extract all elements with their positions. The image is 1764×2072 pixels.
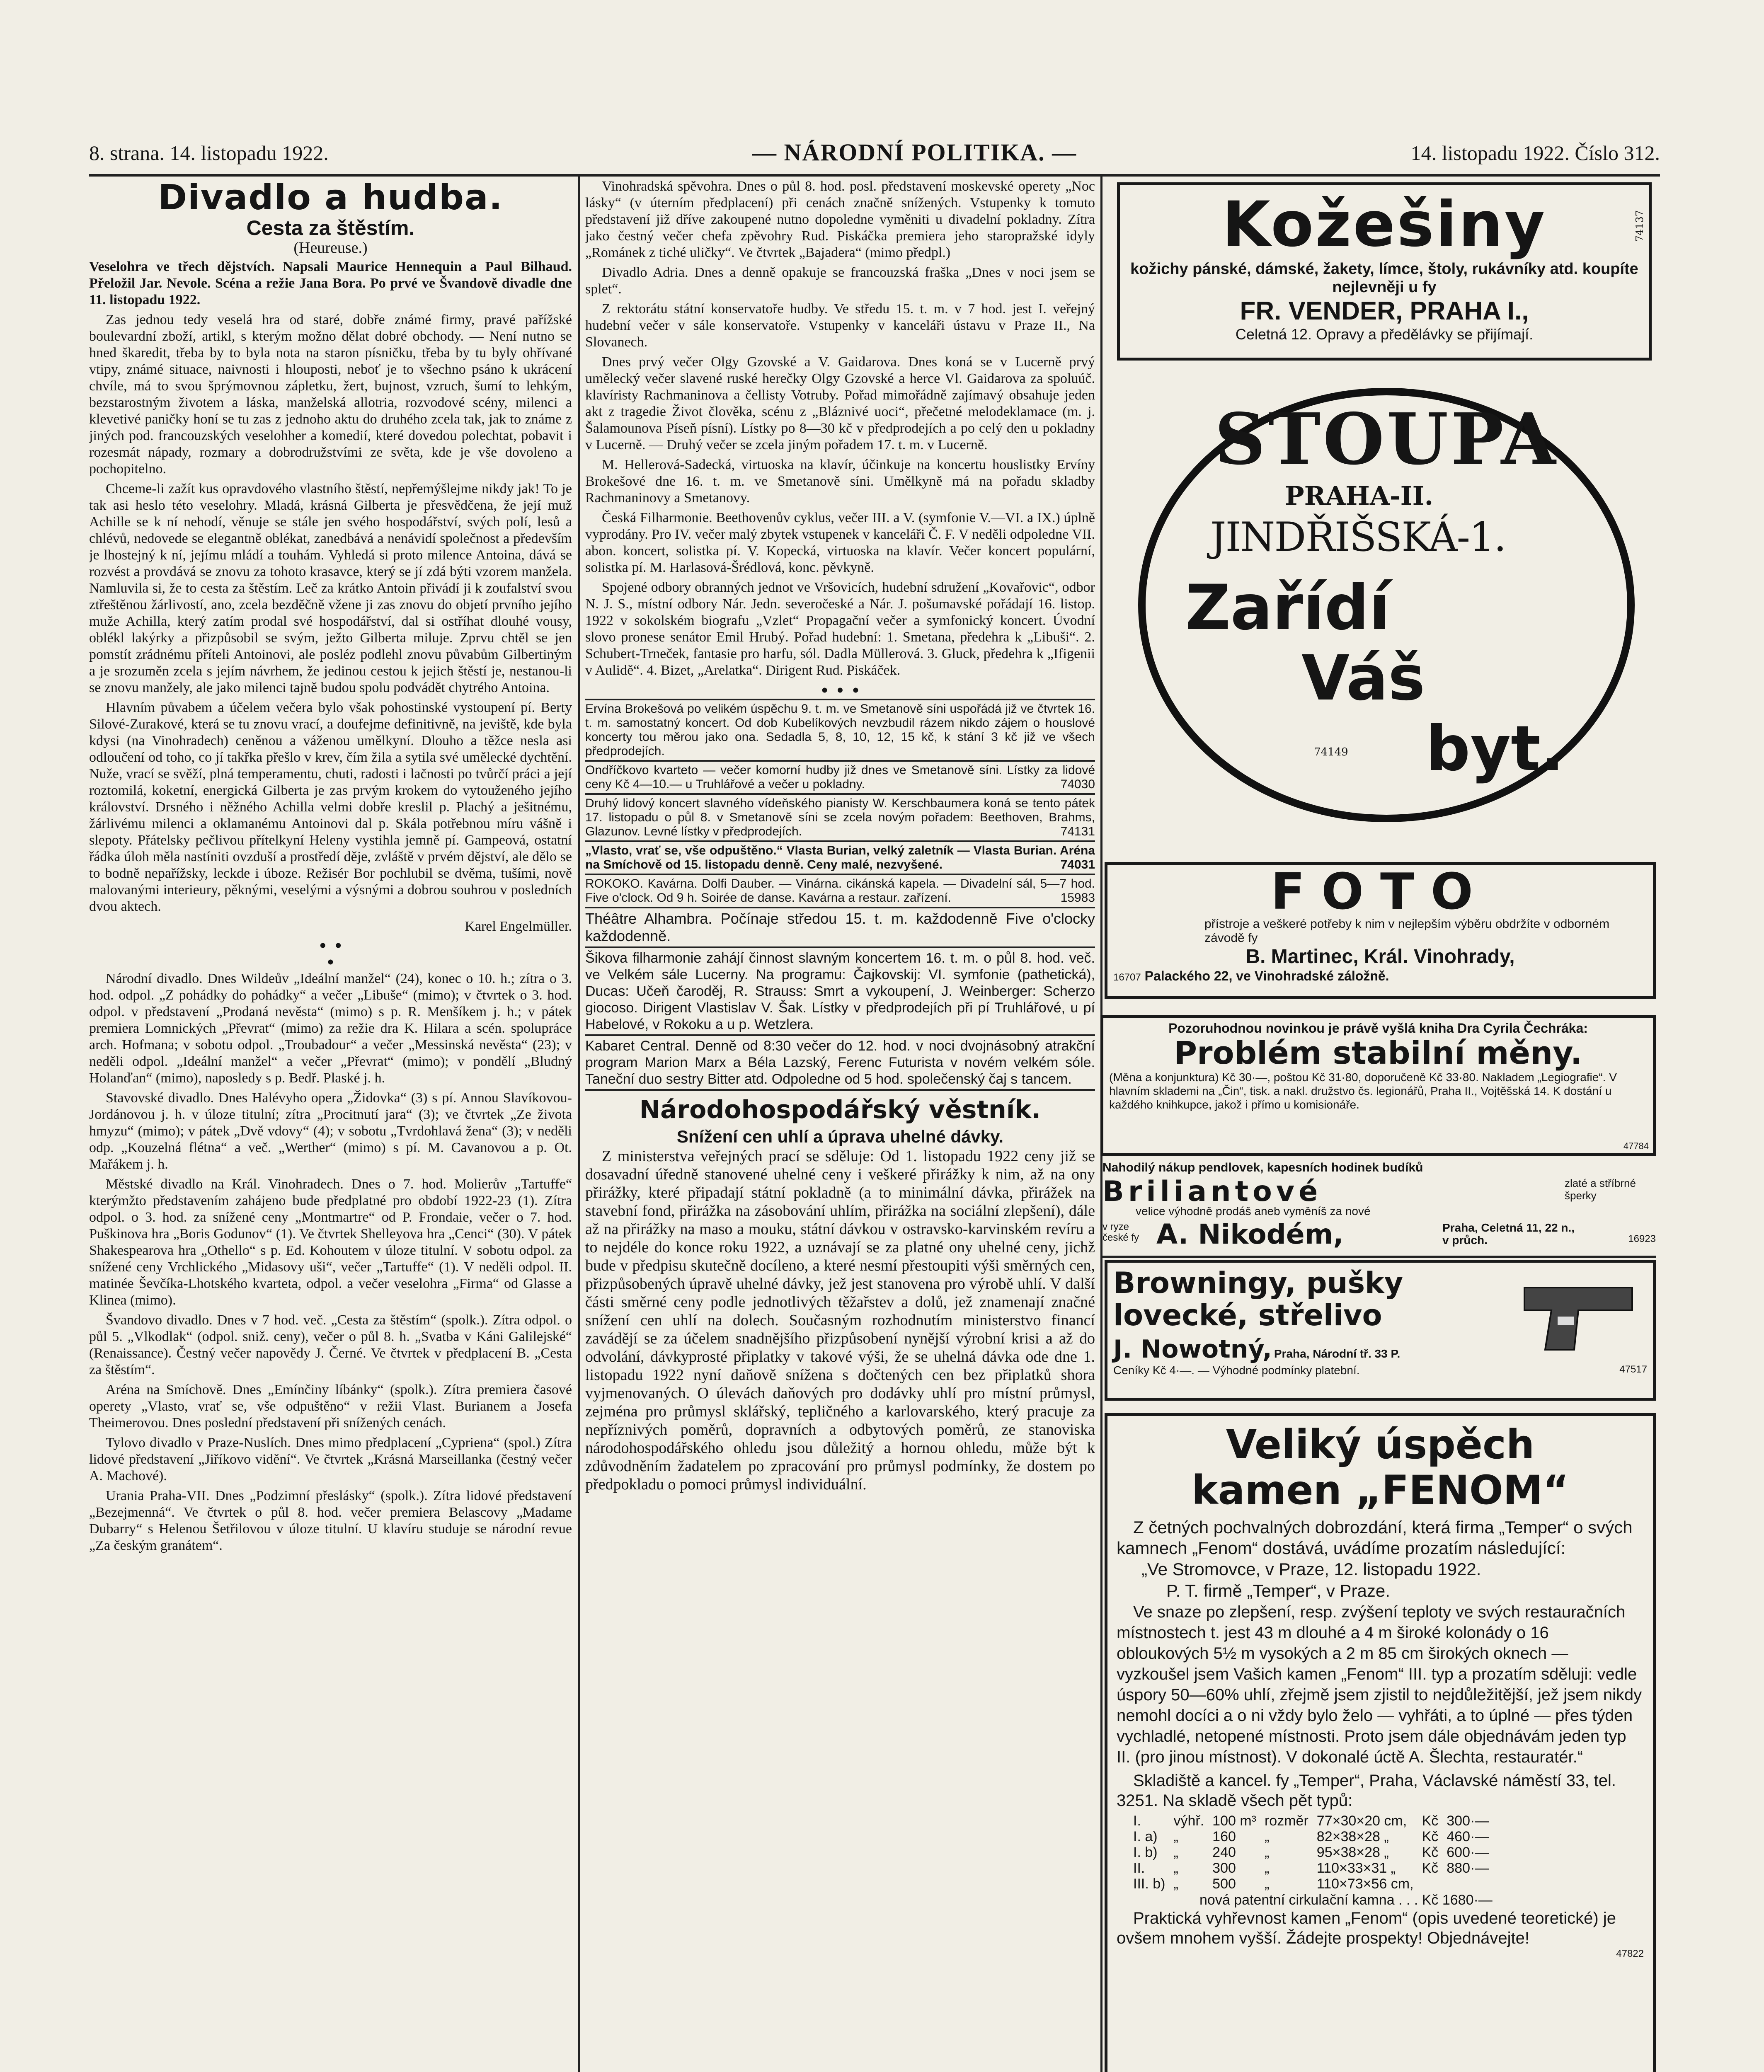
notice-vrsovice: Spojené odbory obranných jednot ve Vršovicích, hudební sdružení „Kovařovic“, odbor N. J. S., místní odbory Nár. Jedn. severočeské a Nár. J. pošumavské pořádají 16. listop. 1922 v sokolském biografu „Vzlet“ Propagační večer a symfonický koncert. Úvodní slovo pronese senátor Emil Hrubý. Pořad hudební: 1. Smetana, předehra k „Libuši“. 2. Schubert-Trneček, fantasie pro harfu, sól. Dadla Müllerová. 3. Gluck, předehra k „Ifigenii v Aulidě“. 4. Bizet, „Arelatka“. Dirigent Rud. Piskáček.: [585, 580, 1095, 678]
nikodem-address: Praha, Celetná 11, 22 n., v průch.: [1442, 1221, 1575, 1247]
notice-vinohrady-theatre: Městské divadlo na Král. Vinohradech. Dnes o 7. hod. Molierův „Tartuffe“ kterýmžto představením zahájeno bude předplatné pro období 1922-23 (1). Zítra odpol. o 3. hod. za snížené ceny „Montmartre“ od P. Frondaie, večer o 7. hod. Puškinova hra „Boris Godunov“ (1). Ve čtvrtek Shelleyova hra „Cenci“ (30). V pátek Shakespearova hra „Othello“ s p. Ed. Kohoutem v úloze titulní. V sobotu odpol. za snížené ceny Vrchlického „Midasovy uši“, večer „Tartuffe“ (1). V neděli odpol. II. matinée Ševčíka-Lhotského kvarteta, odpol. a večer veselohra „Firma“ od Glasse a Klinea (mimo).: [89, 1176, 572, 1308]
notice-vinohrady-opera: Vinohradská spěvohra. Dnes o půl 8. hod. posl. představení moskevské operety „Noc lásky“ (v úterním předplacení) při cenách značně snížených. Vstupenky k tomuto představení již dříve zakoupené nutno dopoledne vyměniti u divadelní pokladny. Zítra jako čestný večer chefa zpěvohry Rud. Piskáčka premiera jeho staropražské idyly „Románek z tiché uličky“. Ve čtvrtek „Bajadera“ (mimo předpl.): [585, 179, 1095, 260]
economic-headline: Snížení cen uhlí a úprava uhelné dávky.: [676, 1127, 1004, 1146]
ad-kozesiny: [1117, 182, 1652, 361]
review-signature: Karel Engelmüller.: [465, 919, 572, 934]
ad-alhambra: Théâtre Alhambra. Počínaje středou 15. t. m. každodenně Five o'clocky každodenně.: [585, 907, 1095, 946]
kozesiny-number: 74137: [1634, 210, 1645, 242]
play-title: Cesta za štěstím.: [246, 216, 415, 240]
price-row: [1129, 1860, 1493, 1876]
notice-estates-theatre: Stavovské divadlo. Dnes Halévyho opera „Židovka“ (3) s pí. Annou Slavíkovou-Jordánovou j. h. v úloze titulní; zítra „Procitnutí jara“ (3); ve čtvrtek „Ze života hmyzu“ (mimo); v pátek „Dvě vdovy“ (4); v sobotu „Tvrdohlavá žena“ (3); v neděli odp. „Kouzelná flétna“ a več. „Werther“ (mimo) s pí. M. Cavanovou a p. Ot. Mařákem j. h.: [89, 1090, 572, 1172]
fenom-addressee: P. T. firmě „Temper“, v Praze.: [1166, 1581, 1390, 1600]
price-cell: 82×38×28 „: [1316, 1829, 1389, 1844]
price-cell: 160: [1212, 1829, 1236, 1844]
separator-dots: • • •: [821, 680, 859, 700]
stoupa-city: PRAHA-II.: [1285, 481, 1434, 511]
economic-article: Z ministerstva veřejných prací se sděluje: Od 1. listopadu 1922 ceny již se dosavadní úředně stanovené uhelné ceny i veškeré přirážky k nim, až na ony přirážky, které připadají státní pokladně (a to minimální dávka, přirážek na stavební fond, přirážka na zásobování uhlím, přirážka na sociální zlepšení), dále až na přirážky na maso a mouku, státní dávkou v ostravsko-karvinském revíru a to nejdéle do konce roku 1922, a uznávají se za platné ony uhelné ceny, jichž bude v předpisu skutečně docíleno, a které nesmí přestoupiti výši směrných cen, přizpůsobených úpravě uhelné dávky, jež jest stanovena pro výrobě uhlí. V další části směrné ceny podle jednotlivých těžařstev a dolů, jež znamenají značné snížení cen uhlí na dolech. Současným rozhodnutím ministerstvo financí zavádějí se za účelem snadnějšího přizpůsobení nynější výrobní krisi a až do odvolání, dávkyprosté připlatky v takové výši, že se uhelná dávka ode dne 1. listopadu 1922 nyní daňově snížena s dočtených cen bez připlatků shora vyjmenovaných. O úlevách daňových pro dodávky uhlí pro místní průmysl, zejména pro průmysl sklářský, tepličného a karlovarského, který pracuje za nepříznivých poměrů, dopravních a odbytových poměrů, ze stanoviska národohospodářského ohledu jsou důležitý a hornou ohledu, může být k zdůvodněním žadatelem po zpracování pro průmysl podmínky, že dostem po předpokladu o pomoci průmysl individuální.: [585, 1147, 1095, 1493]
foto-text: přístroje a veškeré potřeby k nim v nejlepším výběru obdržíte v odborném závodě fy: [1204, 917, 1610, 945]
price-cell: 100 m³: [1212, 1813, 1256, 1829]
ad-stoupa: [1127, 381, 1645, 829]
price-cell: III. b): [1133, 1876, 1166, 1892]
ad-foto: [1105, 862, 1656, 999]
ad-brokesova: Ervína Brokešová po velikém úspěchu 9. t. m. ve Smetanově síni uspořádá již ve čtvrtek 16. t. m. samostatný koncert. Od dob Kubelíkových nevzbudil rázem nikdo zájem o houslové koncerty tou měrou jako ona. Sedadla 5, 8, 10, 12, 15 kč, k stání 3 kč již ve všech předprodejích.: [585, 699, 1095, 760]
column-music: [585, 178, 1095, 2072]
notice-urania: Urania Praha-VII. Dnes „Podzimní přeslásky“ (spolk.). Zítra lidové představení „Bezejmenná“. Ve čtvrtek o půl 8. hod. večer premiera Belascovy „Madame Dubarry“ s Helenou Šetřilovou v úloze titulní. U klavíru studuje se národní revue „Za českým granátem“.: [89, 1488, 572, 1553]
price-cell: Kč: [1422, 1844, 1439, 1860]
price-cell: 500: [1212, 1876, 1236, 1892]
header-left: 8. strana. 14. listopadu 1922.: [89, 141, 329, 165]
price-cell: 240: [1212, 1844, 1236, 1860]
play-original: (Heureuse.): [293, 239, 368, 257]
column-theatre: [89, 178, 572, 2072]
ad-kabaret-central: Kabaret Central. Denně od 8:30 večer do 12. hod. v noci dvojnásobný atrakční program Marion Marx a Béla Lazský, Ferenc Futurista v novém velkém sóle. Taneční duo sestry Bitter atd. Odpoledne od 5 hod. společenský čaj s tancem.: [585, 1034, 1095, 1091]
kozesiny-address: Celetná 12. Opravy a předělávky se přijímají.: [1235, 326, 1534, 343]
section-title: Divadlo a hudba.: [158, 178, 503, 218]
ad-kerschbaumer: Druhý lidový koncert slavného vídeňského pianisty W. Kerschbaumera koná se tento pátek 17. listopadu o půl 8. v Smetanově síni se zcela novým pořadem: Beethoven, Brahms, Glazunov. Levné lístky v předprodejích. 74131: [585, 793, 1095, 840]
price-cell: 460·—: [1447, 1829, 1489, 1844]
problem-text: (Měna a konjunktura) Kč 30·—, poštou Kč 31·80, doporučeně Kč 33·80. Nakladem „Legiografie“. V hlavním sklademi na „Čin“, tisk. a nakl. družstvo čs. legionářů, Praha II., Vojtěšská 14. K dostání u každého knihkupce, jakož i přímo u komisionáře.: [1109, 1071, 1617, 1111]
ad-rokoko: ROKOKO. Kavárna. Dolfi Dauber. — Vinárna. cikánská kapela. — Divadelní sál, 5—7 hod. Five o'clock. Od 9 h. Soirée de danse. Kavárna a restaur. zařízení. 15983: [585, 874, 1095, 907]
pistol-icon: [1516, 1271, 1640, 1354]
fenom-patent: nová patentní cirkulační kamna . . . Kč 1680·—: [1199, 1892, 1493, 1908]
stoupa-line3: byt.: [1426, 713, 1564, 785]
fenom-store: Skladiště a kancel. fy „Temper“, Praha, Václavské náměstí 33, tel. 3251. Na skladě všech pět typů:: [1117, 1772, 1616, 1810]
foto-firm: B. Martinec, Král. Vinohrady,: [1245, 946, 1515, 968]
price-cell: [1418, 1876, 1443, 1892]
price-row: [1129, 1876, 1493, 1892]
ad-fenom: [1105, 1413, 1656, 2072]
stoupa-name: STOUPA: [1214, 398, 1558, 481]
nikodem-side: zlaté a stříbrné šperky: [1565, 1177, 1636, 1202]
browning-address: Praha, Národní tř. 33 P.: [1274, 1347, 1401, 1360]
price-row: [1129, 1844, 1493, 1860]
price-cell: Kč: [1422, 1813, 1439, 1829]
price-cell: I. a): [1133, 1829, 1158, 1844]
review-intro: Veselohra ve třech dějstvích. Napsali Maurice Hennequin a Paul Bilhaud. Přeložil Jar. Nevole. Scéna a režie Jana Bora. Po prvé ve Švandově divadle dne 11. listopadu 1922.: [89, 259, 572, 307]
price-cell: „: [1264, 1860, 1270, 1876]
stoupa-street: JINDŘIŠSKÁ-1.: [1210, 514, 1506, 560]
review-paragraph: Chceme-li zažít kus opravdového vlastního štěstí, nepřemýšlejme nikdy jak! To je tak asi heslo této veselohry. Mladá, krásná Gilberta je přesvědčena, že její muž Achille se k ní nehodí, věnuje se stále jen svého hospodářství, svých polí, lesů a chlévů, nedovede se elegantně oblékat, zanedbává a nenávidí společnost a především je lhostejný k ní, jejímu mládí a touhám. Vyhledá si proto milence Antoina, dává se rozvést a provdává se znovu za tohoto krasavce, který se jí zdá býti vzorem manžela. Namluvila si, že to cesta za štěstím. Leč za krátko Antoin přivádí ji k zoufalství svou ztřeštěnou žárlivostí, ano, zcela bezděčně vžene ji zas znovu do objetí prvního jejího muže Achilla, který zatím prodal své hospodářství, dal si ostříhat dlouhé vousy, oblékl lakýrky a přizpůsobil se svým, ježto Gilberta miluje. Zprvu chtěl se jen pomstít zrádnému příteli Antoinovi, ale posléz podlehl znovu půvabům Gilbertiným a je srozuměn zcela s jejím návrhem, že jedinou cestou k jejich štěstí je, nestanou-li se znovu manžely, ale jako milenci tajně budou spolu podvádět chytrého Antoina.: [89, 481, 572, 695]
price-cell: „: [1173, 1876, 1178, 1892]
ad-burian: „Vlasto, vrať se, vše odpuštěno.“ Vlasta Burian, velký zaletník — Vlasta Burian. Aréna na Smíchově od 15. listopadu denně. Ceny malé, nezvyšené. 74031: [585, 840, 1095, 874]
price-cell: 110×33×31 „: [1316, 1860, 1396, 1876]
price-cell: [1442, 1876, 1493, 1892]
economic-section-title: Národohospodářský věstník.: [639, 1095, 1041, 1124]
ad-nikodem: [1102, 1160, 1656, 1258]
notice-philharmonic: Česká Filharmonie. Beethovenův cyklus, večer III. a V. (symfonie V.—VI. a IX.) úplně vyprodány. Pro IV. večer malý zbytek vstupenek v kanceláři Č. F. V neděli odpoledne VII. abon. koncert, solistka pí. V. Kopecká, virtuoska na klavír. Večer koncert populární, solistka pí. M. Harlasová-Šrédlová, konc. pěvkyně.: [585, 510, 1095, 575]
kozesiny-firm: FR. VENDER, PRAHA I.,: [1240, 297, 1529, 325]
notice-adria: Divadlo Adria. Dnes a denně opakuje se francouzská fraška „Dnes v noci jsem se splet“.: [585, 265, 1095, 297]
price-cell: 95×38×28 „: [1316, 1844, 1389, 1860]
problem-title: Problém stabilní měny.: [1174, 1034, 1582, 1071]
stoupa-number: 74149: [1314, 746, 1348, 758]
price-cell: výhř.: [1173, 1813, 1204, 1829]
nikodem-line2: velice výhodně prodáš aneb vyměníš za nové: [1136, 1205, 1371, 1218]
ad-sik-philharmonic: Šikova filharmonie zahájí činnost slavným koncertem 16. t. m. o půl 8. hod. več. ve Velkém sále Lucerny. Na programu: Čajkovskij: VI. symfonie (pathetická), Ducas: Učeň čaroděj, R. Strauss: Smrt a vykoupení, J. Weinberger: Scherzo giocoso. Dirigent Vlastislav V. Šak. Lístky v předprodejích při pí Truhlářové, u pí Habelové, v Rokoku a u p. Wetzlera.: [585, 946, 1095, 1034]
price-cell: 77×30×20 cm,: [1316, 1813, 1407, 1829]
header-right: 14. listopadu 1922. Číslo 312.: [1410, 141, 1660, 165]
price-cell: Kč: [1422, 1829, 1439, 1844]
price-cell: I.: [1133, 1813, 1141, 1829]
price-row: [1129, 1829, 1493, 1844]
price-cell: „: [1173, 1860, 1178, 1876]
price-cell: rozměr: [1264, 1813, 1308, 1829]
nikodem-vfy: v ryze české fy: [1102, 1221, 1139, 1243]
price-cell: 300·—: [1447, 1813, 1489, 1829]
price-cell: II.: [1133, 1860, 1145, 1876]
ad-problem-meny: [1100, 1015, 1656, 1156]
price-cell: 110×73×56 cm,: [1316, 1876, 1414, 1892]
review-paragraph: Zas jednou tedy veselá hra od staré, dobře známé firmy, pravé pařížské boulevardní zboží, artikl, s kterým možno dělat dobré obchody. — Není nutno se hned škaredit, třeba by to byla nota na staron písničku, třeba by tu byly ohřívané vtipy, známé situace, naivnosti i hlouposti, neboť je to všechno psáno k ukrácení chvíle, má to svou šprýmovnou zápletku, žert, bujnost, vzruch, šumí to lehkým, bezstarostným životem a láska, manželská allotria, rozvodové scény, milenci a klevetivé paničky honí se tu zas z jednoho aktu do druhého zcela tak, jak to známe z jiných pod. francouzských veselohher a komedií, které dovedou polechtat, pobavit i rozesmát nápady, rozmary a dobrodružstvími ze světa, kde je vše dovoleno a pochopitelno.: [89, 312, 572, 477]
foto-footer: 16707 Palackého 22, ve Vinohradské záložně.: [1113, 968, 1389, 983]
column-rule-1: [578, 176, 580, 2072]
price-cell: 600·—: [1447, 1844, 1489, 1860]
problem-number: 47784: [1623, 1141, 1649, 1151]
price-cell: 300: [1212, 1860, 1236, 1876]
browning-title1: Browningy, pušky: [1113, 1266, 1403, 1300]
browning-title2: lovecké, střelivo: [1113, 1298, 1382, 1332]
browning-firm: J. Nowotný,: [1113, 1335, 1272, 1364]
notice-tyl-theatre: Tylovo divadlo v Praze-Nuslích. Dnes mimo předplacení „Cypriena“ (spol.) Zítra lidové představení „Jiříkovo vidění“. Ve čtvrtek „Krásná Marseillanka (čestný večer A. Machové).: [89, 1435, 572, 1484]
notice-national-theatre: Národní divadlo. Dnes Wildeův „Ideální manžel“ (24), konec o 10. h.; zítra o 3. hod. odpol. „Z pohádky do pohádky“ a večer „Libuše“ (mimo); v čtvrtek o 3. hod. odpol. v představení „Prodaná nevěsta“ (mimo) s p. R. Menšíkem j. h.; v pátek premiera Lomnických „Převrat“ (mimo) za režie dra K. Hilara a scén. spolupráce arch. Hofmana; v sobotu odpol. „Troubadour“ a večer „Messinská nevěsta“ (23); v neděli odpol. „Ideální manžel“ a večer „Převrat“ (mimo); v pondělí „Bludný Holanďan“ (mimo), naposledy s p. Bedř. Plaské j. h.: [89, 971, 572, 1086]
fenom-date: „Ve Stromovce, v Praze, 12. listopadu 1922.: [1141, 1559, 1481, 1579]
fenom-intro: Z četných pochvalných dobrozdání, která firma „Temper“ o svých kamnech „Fenom“ dostává, uvádíme prozatím následující:: [1117, 1518, 1633, 1558]
fenom-title1: Veliký úspěch: [1226, 1421, 1535, 1468]
ads-small: [585, 699, 1095, 1091]
price-cell: „: [1173, 1844, 1178, 1860]
price-cell: I. b): [1133, 1844, 1158, 1860]
stoupa-line2: Váš: [1301, 642, 1425, 714]
price-cell: Kč: [1422, 1860, 1439, 1876]
ad-browning: [1105, 1260, 1656, 1401]
kozesiny-text: kožichy pánské, dámské, žakety, límce, štoly, rukávníky atd. koupíte nejlevněji u fy: [1130, 260, 1638, 296]
price-cell: „: [1264, 1844, 1270, 1860]
stoupa-line1: Zařídí: [1185, 572, 1391, 644]
separator-dots: • • •: [320, 935, 342, 972]
fenom-number: 47822: [1616, 1948, 1644, 1959]
notice-hellerova: M. Hellerová-Sadecká, virtuoska na klavír, účinkuje na koncertu houslistky Ervíny Brokešové dne 16. t. m. ve Smetanově síni. Umělkyně má na pořadu skladby Rachmaninovy a Smetanovy.: [585, 457, 1095, 506]
nikodem-name: A. Nikodém,: [1156, 1218, 1344, 1250]
nikodem-number: 16923: [1628, 1233, 1656, 1244]
price-row: [1129, 1813, 1493, 1829]
notice-gzovska: Dnes prvý večer Olgy Gzovské a V. Gaidarova. Dnes koná se v Lucerně prvý umělecký večer slavené ruské herečky Olgy Gzovské a herce Vl. Gaidarova za spoluúč. klavíristy Rachmaninova a čellisty Votruby. Pořad mimořádně zajímavý obsahuje jeden akt z tragedie Život člověka, scénu z „Bláznivé uoci“, přečetné melodeklamace (m. j. Šalamounova Píseň písní). Lístky po 8—30 kč v předprodejích a po celý den u pokladny v Lucerně. — Druhý večer se zcela jiným pořadem 17. t. m. v Lucerně.: [585, 354, 1095, 453]
fenom-letter: Ve snaze po zlepšení, resp. zvýšení teploty ve svých restauračních místnostech t. jest 43 m dlouhé a 4 m široké kolonády o 16 obloukových 5½ m vysokých a 2 m 85 cm širokých oknech — vyzkoušel jsem Vašich kamen „Fenom“ III. typ a prozatím sděluji: vedle úspory 50—60% uhlí, zřejmě jsem zjistil to nejdůležitější, jež jsem nikdy nemohl docíci a o ni vždy bylo želo — vyhřáti, a to úplné — přes týden vychladlé, netopené místnosti. Proto jsem dále objednávám jeden typ II. (pro jinou místnost). V dokonalé úctě A. Šlechta, restauratér.“: [1117, 1603, 1642, 1766]
price-cell: 880·—: [1447, 1860, 1489, 1876]
review-paragraph: Hlavním půvabem a účelem večera bylo však pohostinské vystoupení pí. Berty Silové-Zurakové, která se tu znovu vrací, a doufejme definitivně, na jeviště, kde byla kdysi (na Vinohradech) ceněnou a váženou umělkyní. Dlouho a těžce nesla asi odloučení od toho, co jí takřka přešlo v krev, čím žila a sytila své umělecké dychtění. Nuže, vrací se svěží, plná temperamentu, chuti, radosti i lačnosti po tvůrčí práci a její roztomilá, koketní, energická Gilberta je zas prvým krokem do vytouženého jejího království. Drsného i něžného Achilla velmi dobře kreslil p. Plachý a ješitnému, žárlivému milenci a oklamanému Antoinovi dal p. Skála potřebnou míru vášně i slepoty. Přátelsky pečlivou přítelkyní Heleny vystihla jemně pí. Gampeová, ostatní řádka úloh měla nastíniti ovzduší a prostředí děje, zvláště v prvém dějství, ale dělo se to bodně nepařížsky, leckde i úboze. Režisér Bor pochlubil se dvěma, tušími, nově malovanými interieury, pěknými, veselými a výsnými a dobrou souhrou v posledních dvou aktech.: [89, 700, 572, 914]
nikodem-line1: Nahodilý nákup pendlovek, kapesních hodinek budíků: [1102, 1161, 1423, 1174]
masthead: — NÁRODNÍ POLITIKA. —: [752, 139, 1077, 166]
fenom-price-table: [1129, 1813, 1493, 1892]
notice-arena-smichov: Aréna na Smíchově. Dnes „Emínčiny líbánky“ (spolk.). Zítra premiera časové operety „Vlasto, vrať se, vše odpuštěno“ v režii Vlast. Burianem a Josefa Theimerovou. Dnes poslední představení při snížených cenách.: [89, 1382, 572, 1431]
notice-conservatory: Z rektorátu státní konservatoře hudby. Ve středu 15. t. m. v 7 hod. jest I. veřejný hudební večer v sále konservatoře. Vstupenky v kanceláři ústavu v Praze II., Na Slovanech.: [585, 301, 1095, 350]
notice-svanda-theatre: Švandovo divadlo. Dnes v 7 hod. več. „Cesta za štěstím“ (spolk.). Zítra odpol. o půl 5. „Vlkodlak“ (odpol. sniž. ceny), večer o půl 8. h. „Svatba v Káni Galilejské“ (Renaissance). Čestný večer napovědy J. Černé. Ve čtvrtek v předplacení B. „Cesta za štěstím“.: [89, 1312, 572, 1377]
nikodem-title: Briliantové: [1102, 1175, 1322, 1208]
fenom-closing: Praktická vyhřevnost kamen „Fenom“ (opis uvedené teoretické) je ovšem mnohem vyšší. Žádejte prospekty! Objednávejte!: [1117, 1909, 1616, 1947]
price-cell: „: [1173, 1829, 1178, 1844]
ad-ondricek: Ondříčkovo kvarteto — večer komorní hudby již dnes ve Smetanově síni. Lístky za lidové ceny Kč 4—10.— u Truhlářové a večer u pokladny. 74030: [585, 760, 1095, 793]
problem-intro: Pozoruhodnou novinkou je právě vyšlá kniha Dra Cyrila Čechráka:: [1168, 1021, 1588, 1036]
price-cell: „: [1264, 1876, 1270, 1892]
page-header: [89, 137, 1660, 177]
browning-line: Ceníky Kč 4·—. — Výhodné podmínky platební. 47517: [1113, 1364, 1647, 1377]
fenom-title2: kamen „FENOM“: [1191, 1467, 1569, 1513]
kozesiny-title: Kožešiny: [1222, 189, 1547, 261]
price-cell: „: [1264, 1829, 1270, 1844]
foto-title: FOTO: [1271, 863, 1490, 921]
